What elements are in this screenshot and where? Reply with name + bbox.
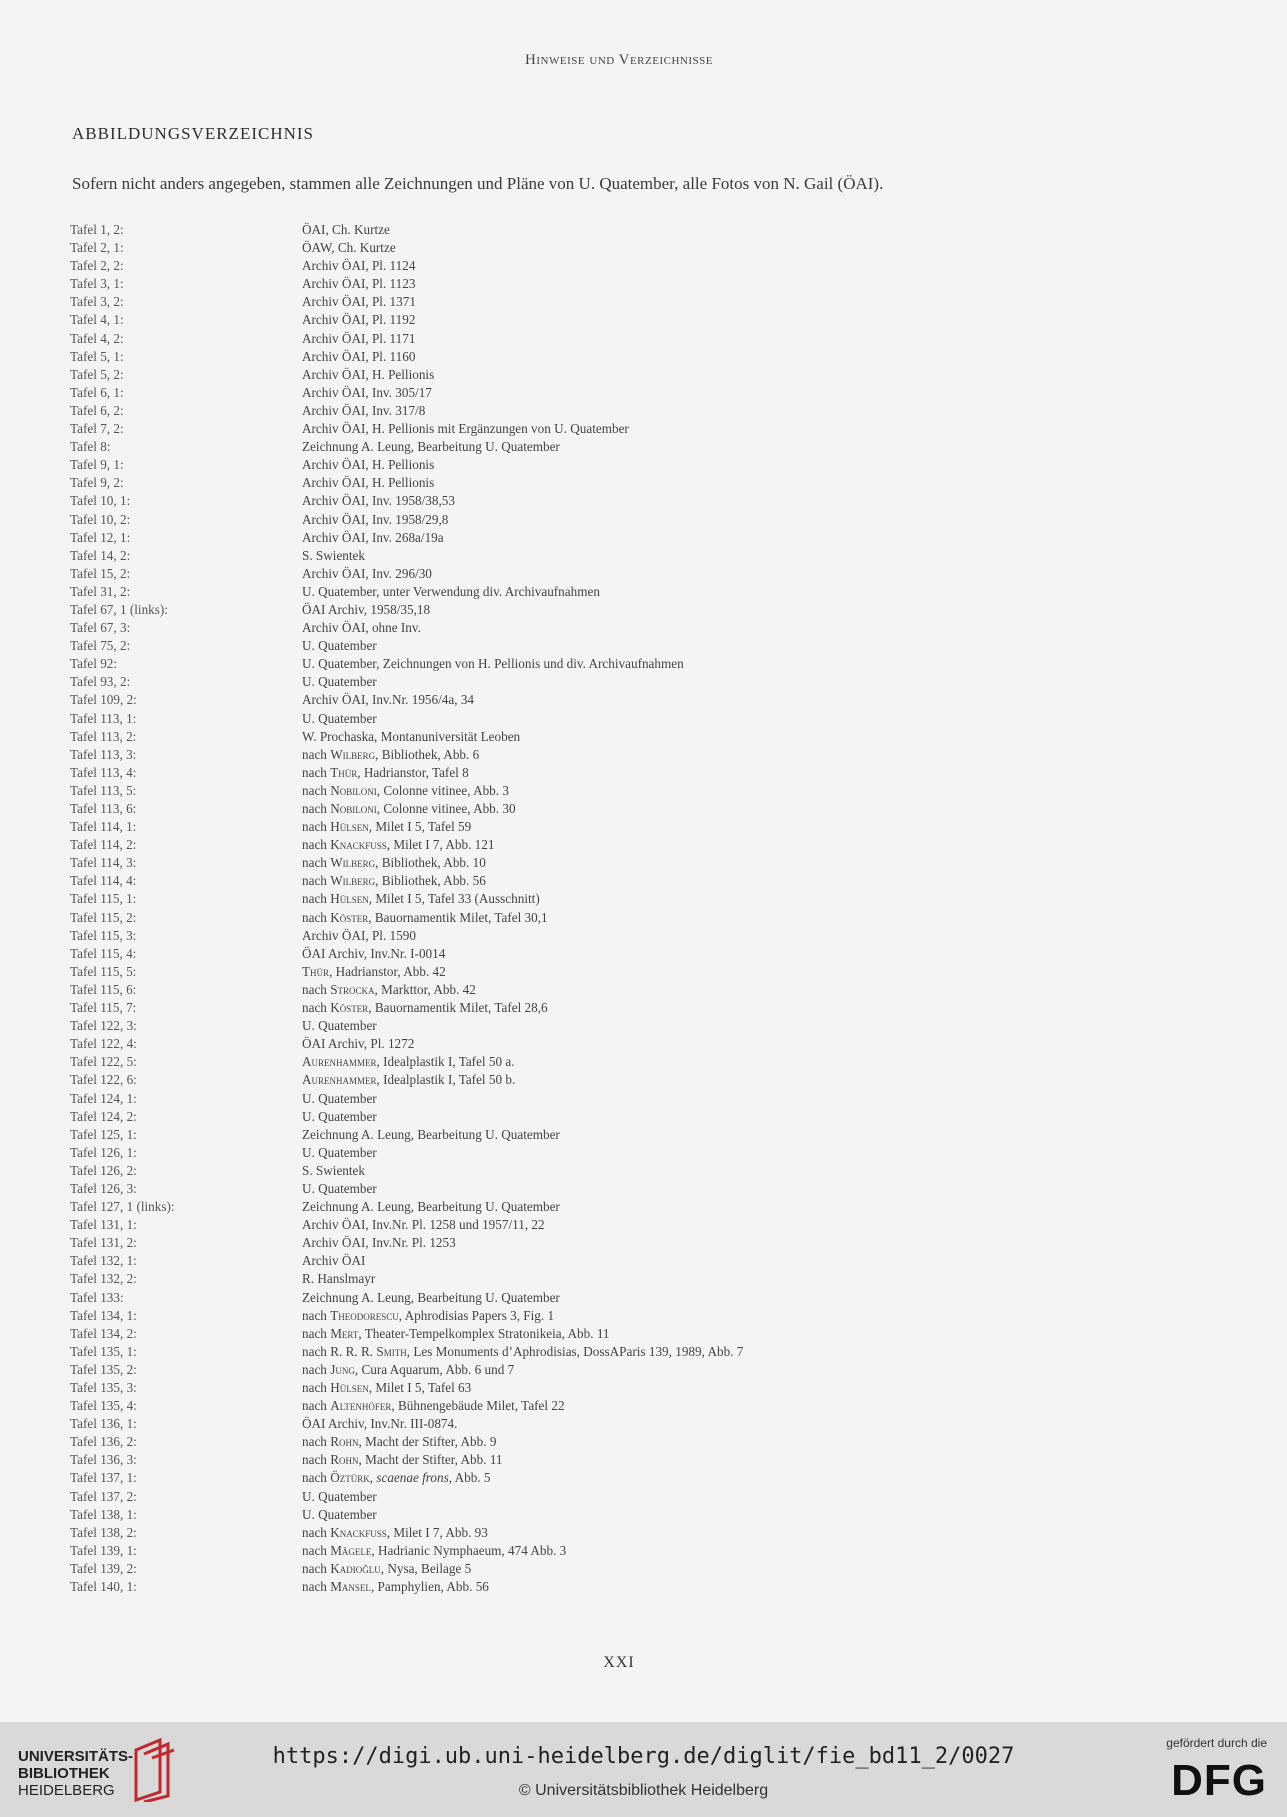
plate-source: nach Mägele, Hadrianic Nymphaeum, 474 Abb. 3: [302, 1542, 567, 1558]
dfg-logo[interactable]: DFG: [1171, 1756, 1267, 1805]
list-item: [70, 1108, 1070, 1126]
plate-label: Tafel 7, 2:: [70, 421, 124, 437]
list-item: [70, 999, 1070, 1017]
plate-label: Tafel 134, 1:: [70, 1307, 137, 1323]
plate-source: Zeichnung A. Leung, Bearbeitung U. Quatember: [302, 439, 560, 455]
list-item: [70, 1379, 1070, 1397]
list-item: [70, 221, 1070, 239]
list-item: [70, 1180, 1070, 1198]
plate-source: U. Quatember: [302, 1506, 377, 1522]
plate-source: nach Theodorescu, Aphrodisias Papers 3, Fig. 1: [302, 1307, 555, 1323]
plate-source: ÖAI, Ch. Kurtze: [302, 222, 390, 237]
plate-source: Archiv ÖAI, Inv.Nr. Pl. 1258 und 1957/11, 22: [302, 1217, 545, 1233]
plate-source: Archiv ÖAI, ohne Inv.: [302, 620, 421, 636]
plate-label: Tafel 10, 2:: [70, 511, 131, 527]
plate-source: U. Quatember: [302, 1018, 377, 1034]
plate-source: nach R. R. R. Smith, Les Monuments d’Aphrodisias, DossAParis 139, 1989, Abb. 7: [302, 1343, 744, 1359]
plate-label: Tafel 133:: [70, 1289, 124, 1305]
list-item: [70, 1198, 1070, 1216]
plate-label: Tafel 136, 1:: [70, 1416, 137, 1432]
plate-source: nach Jung, Cura Aquarum, Abb. 6 und 7: [302, 1361, 515, 1377]
plate-source: Aurenhammer, Idealplastik I, Tafel 50 b.: [302, 1072, 516, 1088]
plate-source: Archiv ÖAI, Inv.Nr. Pl. 1253: [302, 1235, 456, 1251]
plate-label: Tafel 132, 1:: [70, 1253, 137, 1269]
list-item: [70, 1506, 1070, 1524]
plate-source: Zeichnung A. Leung, Bearbeitung U. Quatember: [302, 1199, 560, 1215]
plate-source: nach Mansel, Pamphylien, Abb. 56: [302, 1579, 489, 1595]
plate-label: Tafel 93, 2:: [70, 674, 131, 690]
plate-label: Tafel 113, 4:: [70, 764, 137, 780]
plate-source: ÖAI Archiv, 1958/35,18: [302, 601, 431, 617]
list-item: [70, 818, 1070, 836]
list-item: [70, 1415, 1070, 1433]
plate-label: Tafel 135, 4:: [70, 1398, 137, 1414]
list-item: [70, 1090, 1070, 1108]
plate-label: Tafel 115, 5:: [70, 963, 137, 979]
library-line-1: UNIVERSITÄTS-: [18, 1748, 134, 1765]
plate-label: Tafel 5, 2:: [70, 366, 124, 382]
plate-label: Tafel 138, 1:: [70, 1506, 137, 1522]
plate-source: nach Strocka, Markttor, Abb. 42: [302, 981, 476, 997]
plate-label: Tafel 122, 3:: [70, 1018, 137, 1034]
list-item: [70, 746, 1070, 764]
intro-paragraph: Sofern nicht anders angegeben, stammen alle Zeichnungen und Pläne von U. Quatember, alle Fotos von N. Gail (ÖAI).: [72, 174, 884, 193]
plate-source: nach Mert, Theater-Tempelkomplex Stratonikeia, Abb. 11: [302, 1325, 610, 1341]
list-item: [70, 366, 1070, 384]
list-item: [70, 474, 1070, 492]
plate-source: Archiv ÖAI, Pl. 1171: [302, 330, 416, 346]
plate-label: Tafel 136, 2:: [70, 1434, 137, 1450]
plate-source: ÖAI Archiv, Inv.Nr. III-0874.: [302, 1416, 458, 1432]
list-item: [70, 492, 1070, 510]
plate-source: nach Hülsen, Milet I 5, Tafel 33 (Ausschnitt): [302, 891, 540, 907]
plate-source: U. Quatember: [302, 638, 377, 654]
plate-label: Tafel 9, 2:: [70, 475, 124, 491]
plate-source: Archiv ÖAI, H. Pellionis: [302, 457, 435, 473]
list-item: [70, 1017, 1070, 1035]
plate-source: U. Quatember: [302, 1144, 377, 1160]
plate-source: Archiv ÖAI, H. Pellionis: [302, 475, 435, 491]
list-item: [70, 1035, 1070, 1053]
list-item: [70, 1325, 1070, 1343]
list-item: [70, 1560, 1070, 1578]
list-item: [70, 601, 1070, 619]
plate-label: Tafel 115, 1:: [70, 891, 137, 907]
list-item: [70, 673, 1070, 691]
plate-source: Archiv ÖAI, Pl. 1123: [302, 276, 416, 292]
plate-label: Tafel 75, 2:: [70, 638, 131, 654]
plate-source: Archiv ÖAI, Pl. 1590: [302, 927, 416, 943]
list-item: [70, 1144, 1070, 1162]
list-item: [70, 384, 1070, 402]
plate-source: ÖAI Archiv, Inv.Nr. I-0014: [302, 945, 446, 961]
list-item: [70, 438, 1070, 456]
plate-label: Tafel 125, 1:: [70, 1126, 137, 1142]
copyright-notice: © Universitätsbibliothek Heidelberg: [518, 1782, 769, 1799]
list-item: [70, 1578, 1070, 1596]
plate-label: Tafel 10, 1:: [70, 493, 131, 509]
plate-label: Tafel 122, 4:: [70, 1036, 137, 1052]
plate-source: nach Rohn, Macht der Stifter, Abb. 11: [302, 1452, 503, 1468]
list-item: [70, 655, 1070, 673]
plate-label: Tafel 1, 2:: [70, 222, 124, 237]
plate-label: Tafel 137, 2:: [70, 1488, 137, 1504]
plate-label: Tafel 9, 1:: [70, 457, 124, 473]
plate-label: Tafel 131, 2:: [70, 1235, 137, 1251]
list-item: [70, 311, 1070, 329]
plate-source: nach Thür, Hadrianstor, Tafel 8: [302, 764, 469, 780]
list-item: [70, 1542, 1070, 1560]
plate-source: nach Köster, Bauornamentik Milet, Tafel 28,6: [302, 1000, 548, 1016]
plate-label: Tafel 114, 2:: [70, 837, 137, 853]
list-item: [70, 764, 1070, 782]
plate-source: Archiv ÖAI, Pl. 1160: [302, 348, 416, 364]
list-item: [70, 547, 1070, 565]
plate-label: Tafel 12, 1:: [70, 529, 131, 545]
plate-source: nach Wilberg, Bibliothek, Abb. 56: [302, 873, 486, 889]
plate-source: U. Quatember, Zeichnungen von H. Pellionis und div. Archivaufnahmen: [302, 656, 684, 672]
list-item: [70, 348, 1070, 366]
plate-source: nach Wilberg, Bibliothek, Abb. 10: [302, 855, 486, 871]
list-item: [70, 890, 1070, 908]
plate-source: nach Rohn, Macht der Stifter, Abb. 9: [302, 1434, 497, 1450]
list-item: [70, 1307, 1070, 1325]
plate-label: Tafel 137, 1:: [70, 1470, 137, 1486]
section-title: ABBILDUNGSVERZEICHNIS: [72, 124, 314, 143]
plate-label: Tafel 122, 5:: [70, 1054, 137, 1070]
plate-source: U. Quatember, unter Verwendung div. Archivaufnahmen: [302, 583, 600, 599]
plate-label: Tafel 113, 2:: [70, 728, 137, 744]
plate-label: Tafel 135, 1:: [70, 1343, 137, 1359]
plate-source: nach Kadıoğlu, Nysa, Beilage 5: [302, 1560, 472, 1576]
plate-source: U. Quatember: [302, 1108, 377, 1124]
list-item: [70, 330, 1070, 348]
plate-source: Thür, Hadrianstor, Abb. 42: [302, 963, 446, 979]
funding-caption: gefördert durch die: [1166, 1736, 1267, 1750]
plate-label: Tafel 115, 7:: [70, 1000, 137, 1016]
list-item: [70, 1270, 1070, 1288]
plate-label: Tafel 126, 2:: [70, 1162, 137, 1178]
plate-label: Tafel 6, 1:: [70, 384, 124, 400]
figure-list: [70, 221, 1070, 1596]
list-item: [70, 1252, 1070, 1270]
plate-label: Tafel 136, 3:: [70, 1452, 137, 1468]
plate-source: ÖAI Archiv, Pl. 1272: [302, 1036, 415, 1052]
plate-source: S. Swientek: [302, 1162, 366, 1178]
plate-label: Tafel 113, 6:: [70, 801, 137, 816]
list-item: [70, 1216, 1070, 1234]
plate-source: nach Hülsen, Milet I 5, Tafel 59: [302, 819, 472, 835]
plate-source: nach Köster, Bauornamentik Milet, Tafel 30,1: [302, 909, 548, 925]
plate-label: Tafel 114, 3:: [70, 855, 137, 871]
plate-source: nach Öztürk, scaenae frons, Abb. 5: [302, 1470, 491, 1486]
plate-source: nach Wilberg, Bibliothek, Abb. 6: [302, 746, 480, 762]
plate-label: Tafel 138, 2:: [70, 1524, 137, 1540]
list-item: [70, 402, 1070, 420]
list-item: [70, 1162, 1070, 1180]
plate-label: Tafel 127, 1 (links):: [70, 1199, 175, 1215]
plate-source: Archiv ÖAI, Pl. 1124: [302, 258, 416, 274]
list-item: [70, 529, 1070, 547]
list-item: [70, 583, 1070, 601]
plate-source: Archiv ÖAI, H. Pellionis: [302, 366, 435, 382]
plate-label: Tafel 15, 2:: [70, 565, 131, 581]
list-item: [70, 637, 1070, 655]
list-item: [70, 691, 1070, 709]
list-item: [70, 1126, 1070, 1144]
plate-source: Archiv ÖAI, Inv.Nr. 1956/4a, 34: [302, 692, 475, 708]
plate-label: Tafel 126, 1:: [70, 1144, 137, 1160]
plate-source: U. Quatember: [302, 1488, 377, 1504]
plate-label: Tafel 109, 2:: [70, 692, 137, 708]
plate-source: nach Nobiloni, Colonne vitinee, Abb. 30: [302, 801, 516, 816]
list-item: [70, 854, 1070, 872]
plate-label: Tafel 92:: [70, 656, 118, 672]
plate-source: Archiv ÖAI, Pl. 1192: [302, 312, 416, 328]
list-item: [70, 619, 1070, 637]
plate-label: Tafel 113, 1:: [70, 710, 137, 726]
list-item: [70, 710, 1070, 728]
list-item: [70, 872, 1070, 890]
list-item: [70, 1451, 1070, 1469]
plate-label: Tafel 140, 1:: [70, 1579, 137, 1595]
plate-label: Tafel 114, 4:: [70, 873, 137, 889]
list-item: [70, 836, 1070, 854]
plate-label: Tafel 2, 1:: [70, 240, 124, 256]
plate-label: Tafel 3, 1:: [70, 276, 124, 292]
list-item: [70, 1361, 1070, 1379]
list-item: [70, 1343, 1070, 1361]
list-item: [70, 1289, 1070, 1307]
plate-label: Tafel 8:: [70, 439, 111, 455]
list-item: [70, 800, 1070, 818]
plate-label: Tafel 132, 2:: [70, 1271, 137, 1287]
plate-source: ÖAW, Ch. Kurtze: [302, 240, 396, 256]
plate-label: Tafel 135, 2:: [70, 1361, 137, 1377]
plate-label: Tafel 5, 1:: [70, 348, 124, 364]
plate-source: Aurenhammer, Idealplastik I, Tafel 50 a.: [302, 1054, 515, 1070]
plate-label: Tafel 122, 6:: [70, 1072, 137, 1088]
plate-label: Tafel 67, 1 (links):: [70, 601, 168, 617]
plate-label: Tafel 113, 5:: [70, 782, 137, 798]
plate-source: Zeichnung A. Leung, Bearbeitung U. Quatember: [302, 1289, 560, 1305]
list-item: [70, 293, 1070, 311]
library-line-2: BIBLIOTHEK: [18, 1765, 110, 1782]
plate-label: Tafel 115, 2:: [70, 909, 137, 925]
plate-source: Archiv ÖAI, H. Pellionis mit Ergänzungen von U. Quatember: [302, 421, 629, 437]
plate-label: Tafel 126, 3:: [70, 1180, 137, 1196]
list-item: [70, 963, 1070, 981]
plate-label: Tafel 67, 3:: [70, 620, 131, 636]
list-item: [70, 420, 1070, 438]
list-item: [70, 1234, 1070, 1252]
list-item: [70, 257, 1070, 275]
list-item: [70, 1071, 1070, 1089]
list-item: [70, 565, 1070, 583]
list-item: [70, 511, 1070, 529]
plate-label: Tafel 3, 2:: [70, 294, 124, 310]
list-item: [70, 909, 1070, 927]
plate-label: Tafel 134, 2:: [70, 1325, 137, 1341]
plate-label: Tafel 139, 2:: [70, 1560, 137, 1576]
plate-source: W. Prochaska, Montanuniversität Leoben: [302, 728, 521, 744]
list-item: [70, 1469, 1070, 1487]
plate-label: Tafel 124, 2:: [70, 1108, 137, 1124]
list-item: [70, 981, 1070, 999]
plate-label: Tafel 115, 3:: [70, 927, 137, 943]
plate-source: U. Quatember: [302, 710, 377, 726]
plate-label: Tafel 6, 2:: [70, 402, 124, 418]
permalink-url[interactable]: https://digi.ub.uni-heidelberg.de/diglit/fie_bd11_2/0027: [272, 1744, 1015, 1769]
list-item: [70, 275, 1070, 293]
list-item: [70, 456, 1070, 474]
list-item: [70, 927, 1070, 945]
list-item: [70, 239, 1070, 257]
plate-source: Archiv ÖAI, Inv. 268a/19a: [302, 529, 444, 545]
plate-source: Archiv ÖAI, Inv. 317/8: [302, 402, 426, 418]
list-item: [70, 945, 1070, 963]
plate-source: R. Hanslmayr: [302, 1271, 376, 1287]
footer-bar: [0, 1722, 1287, 1817]
plate-source: S. Swientek: [302, 547, 366, 563]
plate-label: Tafel 115, 4:: [70, 945, 137, 961]
list-item: [70, 1053, 1070, 1071]
plate-label: Tafel 31, 2:: [70, 583, 131, 599]
plate-source: Archiv ÖAI, Inv. 305/17: [302, 384, 432, 400]
plate-label: Tafel 124, 1:: [70, 1090, 137, 1106]
plate-source: nach Hülsen, Milet I 5, Tafel 63: [302, 1380, 472, 1395]
plate-label: Tafel 131, 1:: [70, 1217, 137, 1233]
library-line-3: HEIDELBERG: [18, 1782, 115, 1799]
list-item: [70, 728, 1070, 746]
plate-source: Zeichnung A. Leung, Bearbeitung U. Quatember: [302, 1126, 560, 1142]
list-item: [70, 1524, 1070, 1542]
plate-source: Archiv ÖAI, Inv. 296/30: [302, 565, 432, 581]
page-number: XXI: [603, 1654, 635, 1671]
plate-source: nach Knackfuss, Milet I 7, Abb. 93: [302, 1524, 488, 1540]
plate-label: Tafel 2, 2:: [70, 258, 124, 274]
list-item: [70, 1433, 1070, 1451]
list-item: [70, 782, 1070, 800]
plate-label: Tafel 139, 1:: [70, 1542, 137, 1558]
plate-source: U. Quatember: [302, 1180, 377, 1196]
plate-label: Tafel 4, 2:: [70, 330, 124, 346]
plate-label: Tafel 14, 2:: [70, 547, 131, 563]
plate-source: nach Knackfuss, Milet I 7, Abb. 121: [302, 837, 495, 853]
list-item: [70, 1488, 1070, 1506]
plate-source: U. Quatember: [302, 674, 377, 690]
plate-source: U. Quatember: [302, 1090, 377, 1106]
list-item: [70, 1397, 1070, 1415]
plate-source: Archiv ÖAI, Pl. 1371: [302, 294, 416, 310]
plate-source: nach Altenhöfer, Bühnengebäude Milet, Tafel 22: [302, 1398, 565, 1414]
plate-label: Tafel 4, 1:: [70, 312, 124, 328]
plate-source: Archiv ÖAI: [302, 1253, 366, 1269]
plate-source: nach Nobiloni, Colonne vitinee, Abb. 3: [302, 782, 509, 798]
plate-source: Archiv ÖAI, Inv. 1958/38,53: [302, 493, 455, 509]
plate-source: Archiv ÖAI, Inv. 1958/29,8: [302, 511, 449, 527]
plate-label: Tafel 113, 3:: [70, 746, 137, 762]
running-head: Hinweise und Verzeichnisse: [525, 52, 713, 68]
plate-label: Tafel 135, 3:: [70, 1380, 137, 1395]
plate-label: Tafel 115, 6:: [70, 981, 137, 997]
plate-label: Tafel 114, 1:: [70, 819, 137, 835]
